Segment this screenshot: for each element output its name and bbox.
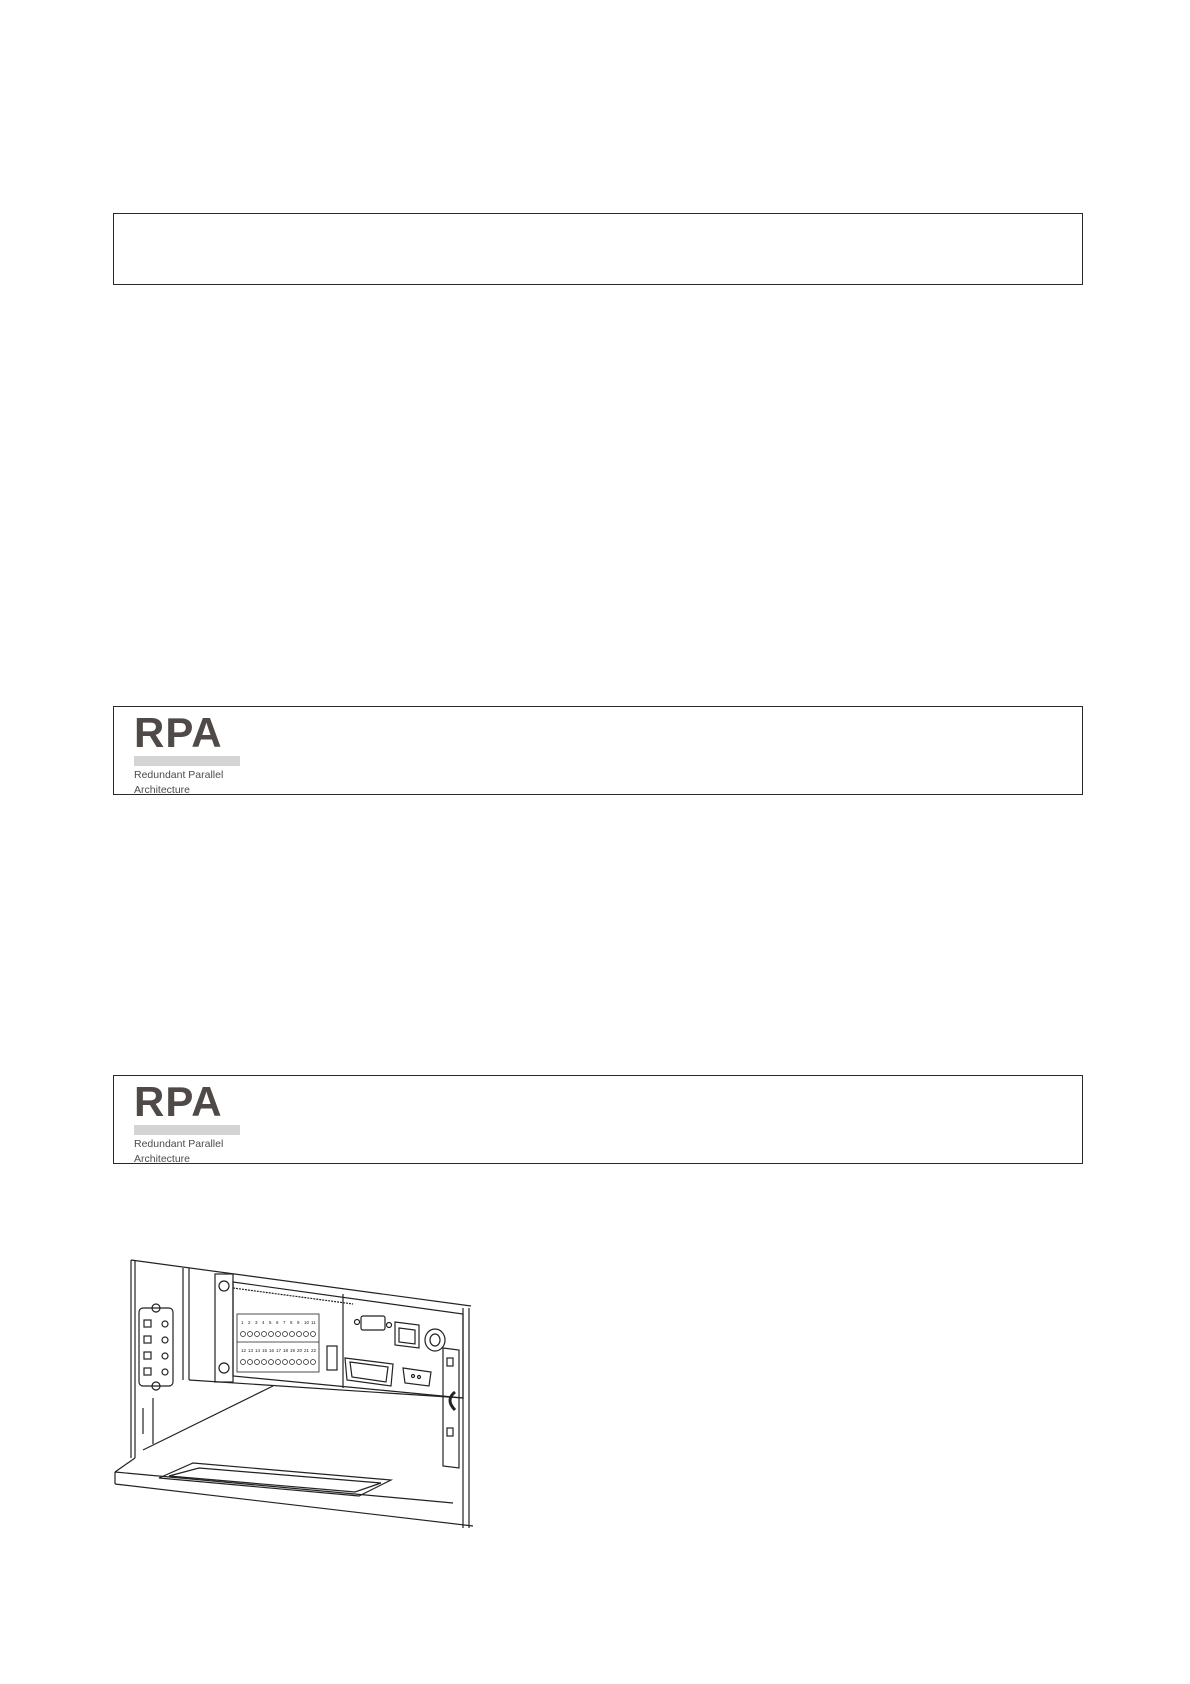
- terminal-screw: [269, 1360, 274, 1365]
- relay-module: [395, 1322, 419, 1348]
- rpa-logo-frame-1: [113, 706, 1083, 795]
- terminal-screw: [276, 1360, 281, 1365]
- terminal-screw: [248, 1360, 253, 1365]
- terminal-number: 15: [262, 1348, 268, 1353]
- terminal-screw: [297, 1332, 302, 1337]
- logo-subtitle-line1: Redundant Parallel: [134, 769, 224, 781]
- ups-connection-panel-illustration: [113, 1258, 503, 1548]
- terminal-screw: [297, 1360, 302, 1365]
- terminal-number: 19: [290, 1348, 296, 1353]
- terminal-number: 5: [269, 1320, 272, 1325]
- terminal-number: 17: [276, 1348, 282, 1353]
- terminal-row-top: [241, 1320, 317, 1337]
- terminal-number: 16: [269, 1348, 275, 1353]
- db9-connector-top: [355, 1316, 392, 1330]
- terminal-screw: [248, 1332, 253, 1337]
- terminal-screw: [311, 1360, 316, 1365]
- dip-switch: [327, 1346, 337, 1370]
- terminal-number: 10: [304, 1320, 310, 1325]
- terminal-screw: [255, 1360, 260, 1365]
- terminal-number: 7: [283, 1320, 286, 1325]
- terminal-screw: [241, 1332, 246, 1337]
- logo-subtitle-line2: Architecture: [134, 1153, 191, 1165]
- terminal-screw: [290, 1360, 295, 1365]
- screw-icon: [219, 1363, 229, 1373]
- terminal-number: 12: [241, 1348, 247, 1353]
- terminal-number: 21: [304, 1348, 310, 1353]
- terminal-screw: [241, 1360, 246, 1365]
- logo-subtitle-line2: Architecture: [134, 784, 191, 796]
- logo-subtitle-line1: Redundant Parallel: [134, 1138, 224, 1150]
- terminal-screw: [283, 1332, 288, 1337]
- logo-mark: RPA: [134, 709, 223, 756]
- rpa-logo: [134, 709, 244, 796]
- terminal-number: 22: [311, 1348, 317, 1353]
- terminal-number: 6: [276, 1320, 279, 1325]
- floor-edge: [115, 1458, 135, 1472]
- terminal-screw: [255, 1332, 260, 1337]
- floor-edge: [189, 1380, 463, 1398]
- terminal-number: 9: [297, 1320, 300, 1325]
- terminal-number: 14: [255, 1348, 261, 1353]
- round-connector: [425, 1329, 445, 1351]
- db9-connector-right: [403, 1368, 431, 1386]
- terminal-row-bottom: [241, 1348, 317, 1365]
- db25-connector: [345, 1358, 393, 1386]
- terminal-screw: [269, 1332, 274, 1337]
- terminal-number: 11: [311, 1320, 316, 1325]
- terminal-number: 13: [248, 1348, 254, 1353]
- logo-bar: [134, 1125, 240, 1135]
- terminal-screw: [304, 1332, 309, 1337]
- terminal-number: 3: [255, 1320, 258, 1325]
- db-connector-left: [139, 1304, 173, 1390]
- rpa-logo-frame-2: [113, 1075, 1083, 1164]
- terminal-screw: [262, 1360, 267, 1365]
- terminal-number: 1: [241, 1320, 244, 1325]
- terminal-screw: [290, 1332, 295, 1337]
- floor-edge: [143, 1386, 273, 1450]
- terminal-screw: [311, 1332, 316, 1337]
- rpa-logo: [134, 1078, 244, 1165]
- terminal-number: 20: [297, 1348, 303, 1353]
- logo-mark: RPA: [134, 1078, 223, 1125]
- terminal-screw: [283, 1360, 288, 1365]
- terminal-screw: [262, 1332, 267, 1337]
- empty-frame: [113, 213, 1083, 285]
- terminal-number: 8: [290, 1320, 293, 1325]
- terminal-screw: [276, 1332, 281, 1337]
- terminal-number: 4: [262, 1320, 265, 1325]
- mounting-bracket: [215, 1274, 233, 1382]
- logo-bar: [134, 756, 240, 766]
- terminal-number: 2: [248, 1320, 251, 1325]
- front-lip: [115, 1472, 453, 1503]
- terminal-number: 18: [283, 1348, 289, 1353]
- terminal-screw: [304, 1360, 309, 1365]
- right-side-bracket: [443, 1348, 459, 1468]
- top-edge: [131, 1260, 471, 1306]
- screw-icon: [219, 1281, 229, 1291]
